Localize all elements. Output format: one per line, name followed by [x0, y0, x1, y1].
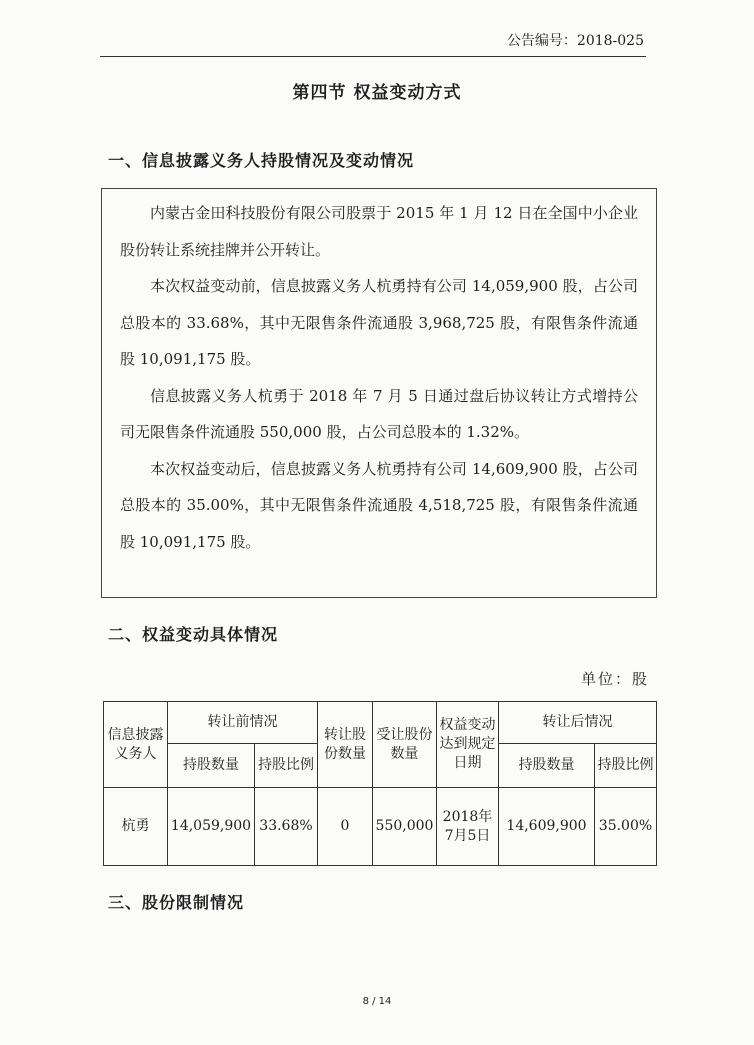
part3-heading: 三、股份限制情况 — [108, 893, 245, 912]
section-title: 第四节 权益变动方式 — [292, 83, 462, 103]
equity-change-table — [103, 701, 657, 866]
cell-before-ratio: 33.68% — [255, 788, 318, 866]
page-number: 8 / 14 — [362, 996, 392, 1007]
cell-after-ratio: 35.00% — [595, 788, 657, 866]
unit-label: 单位：股 — [580, 670, 649, 688]
header-received: 受让股份数量 — [373, 702, 437, 788]
announcement-number: 公告编号：2018-025 — [506, 33, 644, 49]
header-after-ratio: 持股比例 — [595, 744, 657, 788]
header-before: 转让前情况 — [168, 702, 318, 744]
header-after-shares: 持股数量 — [499, 744, 595, 788]
header-after: 转让后情况 — [499, 702, 657, 744]
cell-transfer: 0 — [318, 788, 373, 866]
part2-heading: 二、权益变动具体情况 — [108, 625, 279, 644]
cell-after-shares: 14,609,900 — [499, 788, 595, 866]
cell-date: 2018年7月5日 — [437, 788, 499, 866]
header-date: 权益变动达到规定日期 — [437, 702, 499, 788]
table-row — [104, 788, 657, 866]
cell-before-shares: 14,059,900 — [168, 788, 255, 866]
cell-name: 杭勇 — [104, 788, 168, 866]
holding-change-box — [101, 188, 657, 598]
paragraph: 信息披露义务人杭勇于 2018 年 7 月 5 日通过盘后协议转让方式增持公司无限售条件流通股 550,000 股，占公司总股本的 1.32%。 — [120, 386, 638, 441]
paragraph: 本次权益变动前，信息披露义务人杭勇持有公司 14,059,900 股，占公司总股本的 33.68%，其中无限售条件流通股 3,968,725 股，有限售条件流通股 10,091,175 股。 — [120, 277, 638, 368]
header-before-shares: 持股数量 — [168, 744, 255, 788]
header-obligor: 信息披露义务人 — [104, 702, 168, 788]
header-divider — [100, 56, 646, 57]
paragraph: 内蒙古金田科技股份有限公司股票于 2015 年 1 月 12 日在全国中小企业股份转让系统挂牌并公开转让。 — [120, 204, 638, 259]
paragraph: 本次权益变动后，信息披露义务人杭勇持有公司 14,609,900 股，占公司总股本的 35.00%，其中无限售条件流通股 4,518,725 股，有限售条件流通股 10,091,175 股。 — [120, 459, 638, 551]
header-before-ratio: 持股比例 — [255, 744, 318, 788]
cell-received: 550,000 — [373, 788, 437, 866]
part1-heading: 一、信息披露义务人持股情况及变动情况 — [108, 151, 415, 170]
header-transfer: 转让股份数量 — [318, 702, 373, 788]
